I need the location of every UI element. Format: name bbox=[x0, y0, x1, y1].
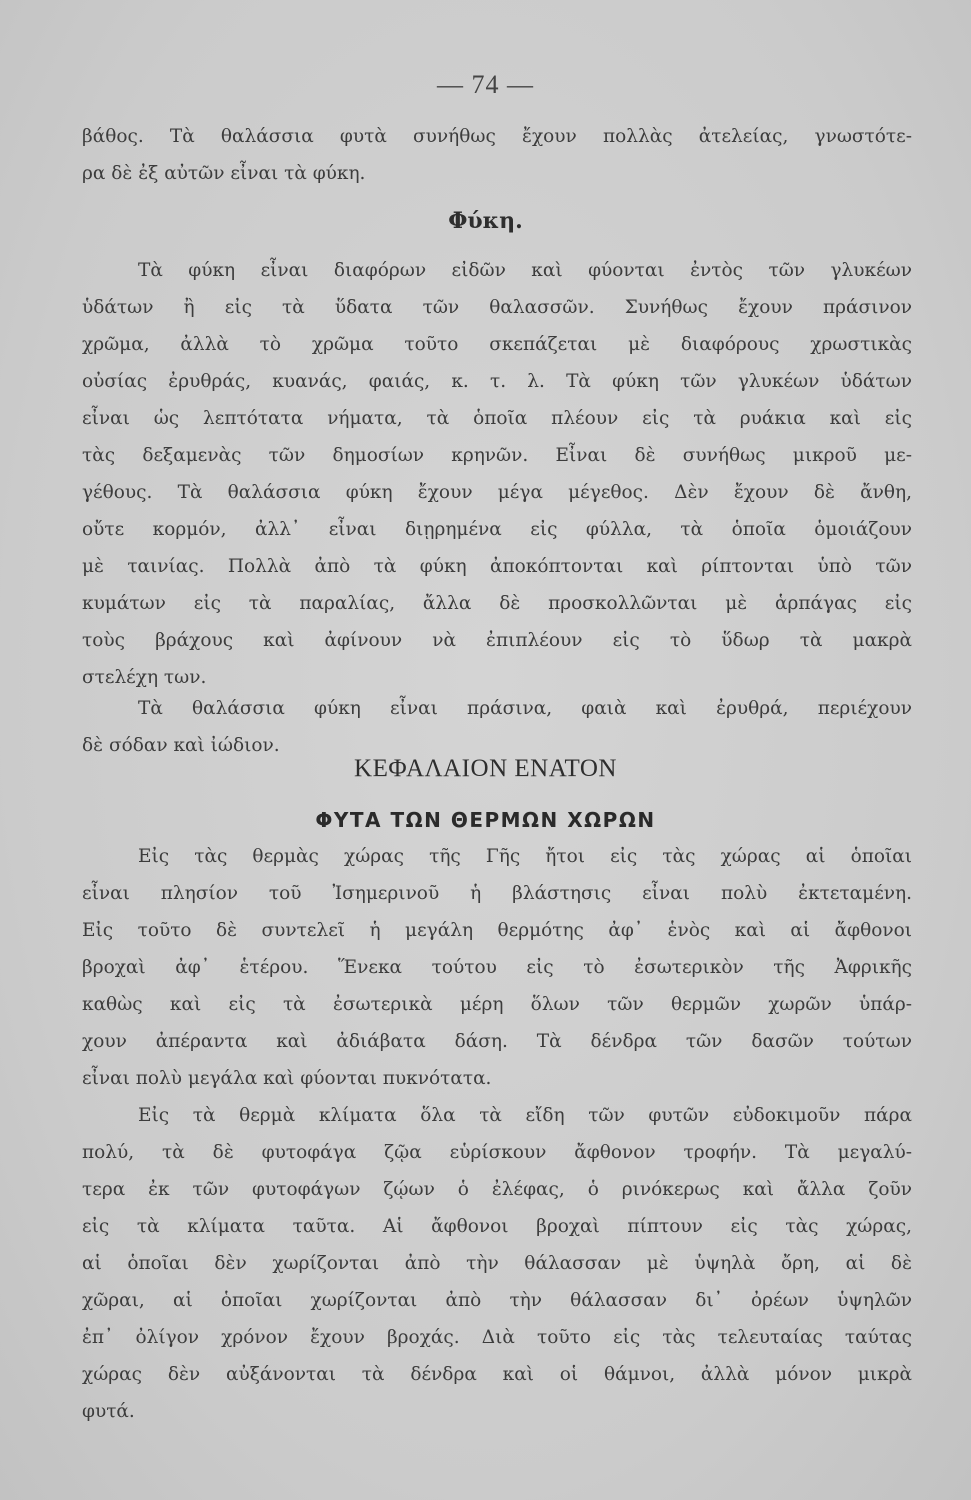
text-line: χῶραι, αἱ ὁποῖαι χωρίζονται ἀπὸ τὴν θάλασσαν δι᾽ ὀρέων ὑψηλῶν bbox=[82, 1290, 912, 1311]
text-line: Εἰς τοῦτο δὲ συντελεῖ ἡ μεγάλη θερμότης ἀφ᾽ ἑνὸς καὶ αἱ ἄφθονοι bbox=[82, 920, 912, 941]
text-line: φυτά. bbox=[82, 1401, 135, 1422]
text-line: δὲ σόδαν καὶ ἰώδιον. bbox=[82, 735, 280, 756]
text-line: Εἰς τὰς θερμὰς χώρας τῆς Γῆς ἤτοι εἰς τὰς χώρας αἱ ὁποῖαι bbox=[138, 846, 912, 867]
page-number: — 74 — bbox=[437, 70, 534, 99]
text-line: Τὰ θαλάσσια φύκη εἶναι πράσινα, φαιὰ καὶ ἐρυθρά, περιέχουν bbox=[138, 698, 912, 719]
text-line: οὔτε κορμόν, ἀλλ᾽ εἶναι διῃρημένα εἰς φύλλα, τὰ ὁποῖα ὁμοιάζουν bbox=[82, 519, 912, 540]
text-line: κυμάτων εἰς τὰ παραλίας, ἄλλα δὲ προσκολλῶνται μὲ ἁρπάγας εἰς bbox=[82, 593, 912, 614]
section-paragraph-1 bbox=[82, 252, 912, 696]
text-line: τὰς δεξαμενὰς τῶν δημοσίων κρηνῶν. Εἶναι δὲ συνήθως μικροῦ με- bbox=[82, 445, 912, 466]
text-line: καθὼς καὶ εἰς τὰ ἐσωτερικὰ μέρη ὅλων τῶν θερμῶν χωρῶν ὑπάρ- bbox=[82, 994, 912, 1015]
text-line: βροχαὶ ἀφ᾽ ἑτέρου. Ἕνεκα τούτου εἰς τὸ ἐσωτερικὸν τῆς Ἀφρικῆς bbox=[82, 957, 912, 978]
text-line: τερα ἐκ τῶν φυτοφάγων ζῴων ὁ ἐλέφας, ὁ ρινόκερως καὶ ἄλλα ζοῦν bbox=[82, 1179, 912, 1200]
chapter-paragraph-1 bbox=[82, 838, 912, 1097]
text-line: εἶναι πλησίον τοῦ Ἰσημερινοῦ ἡ βλάστησις εἶναι πολὺ ἐκτεταμένη. bbox=[82, 883, 912, 904]
text-line: αἱ ὁποῖαι δὲν χωρίζονται ἀπὸ τὴν θάλασσαν μὲ ὑψηλὰ ὄρη, αἱ δὲ bbox=[82, 1253, 912, 1274]
text-line: εἰς τὰ κλίματα ταῦτα. Αἱ ἄφθονοι βροχαὶ πίπτουν εἰς τὰς χώρας, bbox=[82, 1216, 912, 1237]
text-line: χώρας δὲν αὐξάνονται τὰ δένδρα καὶ οἱ θάμνοι, ἀλλὰ μόνον μικρὰ bbox=[82, 1364, 912, 1385]
section-paragraph-2 bbox=[82, 690, 912, 764]
section-title: Φύκη. bbox=[448, 208, 523, 234]
text-line: Εἰς τὰ θερμὰ κλίματα ὅλα τὰ εἴδη τῶν φυτῶν εὐδοκιμοῦν πάρα bbox=[138, 1105, 912, 1126]
chapter-title: ΚΕΦΑΛΑΙΟΝ ΕΝΑΤΟΝ bbox=[354, 755, 617, 782]
text-line: ὑδάτων ἢ εἰς τὰ ὕδατα τῶν θαλασσῶν. Συνήθως ἔχουν πράσινον bbox=[82, 297, 912, 318]
text-line: γέθους. Τὰ θαλάσσια φύκη ἔχουν μέγα μέγεθος. Δὲν ἔχουν δὲ ἄνθη, bbox=[82, 482, 912, 503]
chapter-subtitle: ΦΥΤΑ ΤΩΝ ΘΕΡΜΩΝ ΧΩΡΩΝ bbox=[315, 808, 656, 832]
text-line: ρα δὲ ἐξ αὐτῶν εἶναι τὰ φύκη. bbox=[82, 163, 366, 184]
text-line: εἶναι πολὺ μεγάλα καὶ φύονται πυκνότατα. bbox=[82, 1068, 492, 1089]
text-line: Τὰ φύκη εἶναι διαφόρων εἰδῶν καὶ φύονται ἐντὸς τῶν γλυκέων bbox=[138, 260, 912, 281]
intro-paragraph bbox=[82, 118, 912, 192]
text-line: πολύ, τὰ δὲ φυτοφάγα ζῷα εὑρίσκουν ἄφθονον τροφήν. Τὰ μεγαλύ- bbox=[82, 1142, 912, 1163]
text-line: χουν ἀπέραντα καὶ ἀδιάβατα δάση. Τὰ δένδρα τῶν δασῶν τούτων bbox=[82, 1031, 912, 1052]
text-line: μὲ ταινίας. Πολλὰ ἀπὸ τὰ φύκη ἀποκόπτονται καὶ ρίπτονται ὑπὸ τῶν bbox=[82, 556, 912, 577]
text-line: ἐπ᾽ ὀλίγον χρόνον ἔχουν βροχάς. Διὰ τοῦτο εἰς τὰς τελευταίας ταύτας bbox=[82, 1327, 912, 1348]
text-line: τοὺς βράχους καὶ ἀφίνουν νὰ ἐπιπλέουν εἰς τὸ ὕδωρ τὰ μακρὰ bbox=[82, 630, 912, 651]
text-line: οὐσίας ἐρυθράς, κυανάς, φαιάς, κ. τ. λ. Τὰ φύκη τῶν γλυκέων ὑδάτων bbox=[82, 371, 912, 392]
text-line: εἶναι ὡς λεπτότατα νήματα, τὰ ὁποῖα πλέουν εἰς τὰ ρυάκια καὶ εἰς bbox=[82, 408, 912, 429]
text-line: χρῶμα, ἀλλὰ τὸ χρῶμα τοῦτο σκεπάζεται μὲ διαφόρους χρωστικὰς bbox=[82, 334, 912, 355]
text-line: βάθος. Τὰ θαλάσσια φυτὰ συνήθως ἔχουν πολλὰς ἀτελείας, γνωστότε- bbox=[82, 126, 912, 147]
text-line: στελέχη των. bbox=[82, 667, 207, 688]
chapter-paragraph-2 bbox=[82, 1097, 912, 1430]
